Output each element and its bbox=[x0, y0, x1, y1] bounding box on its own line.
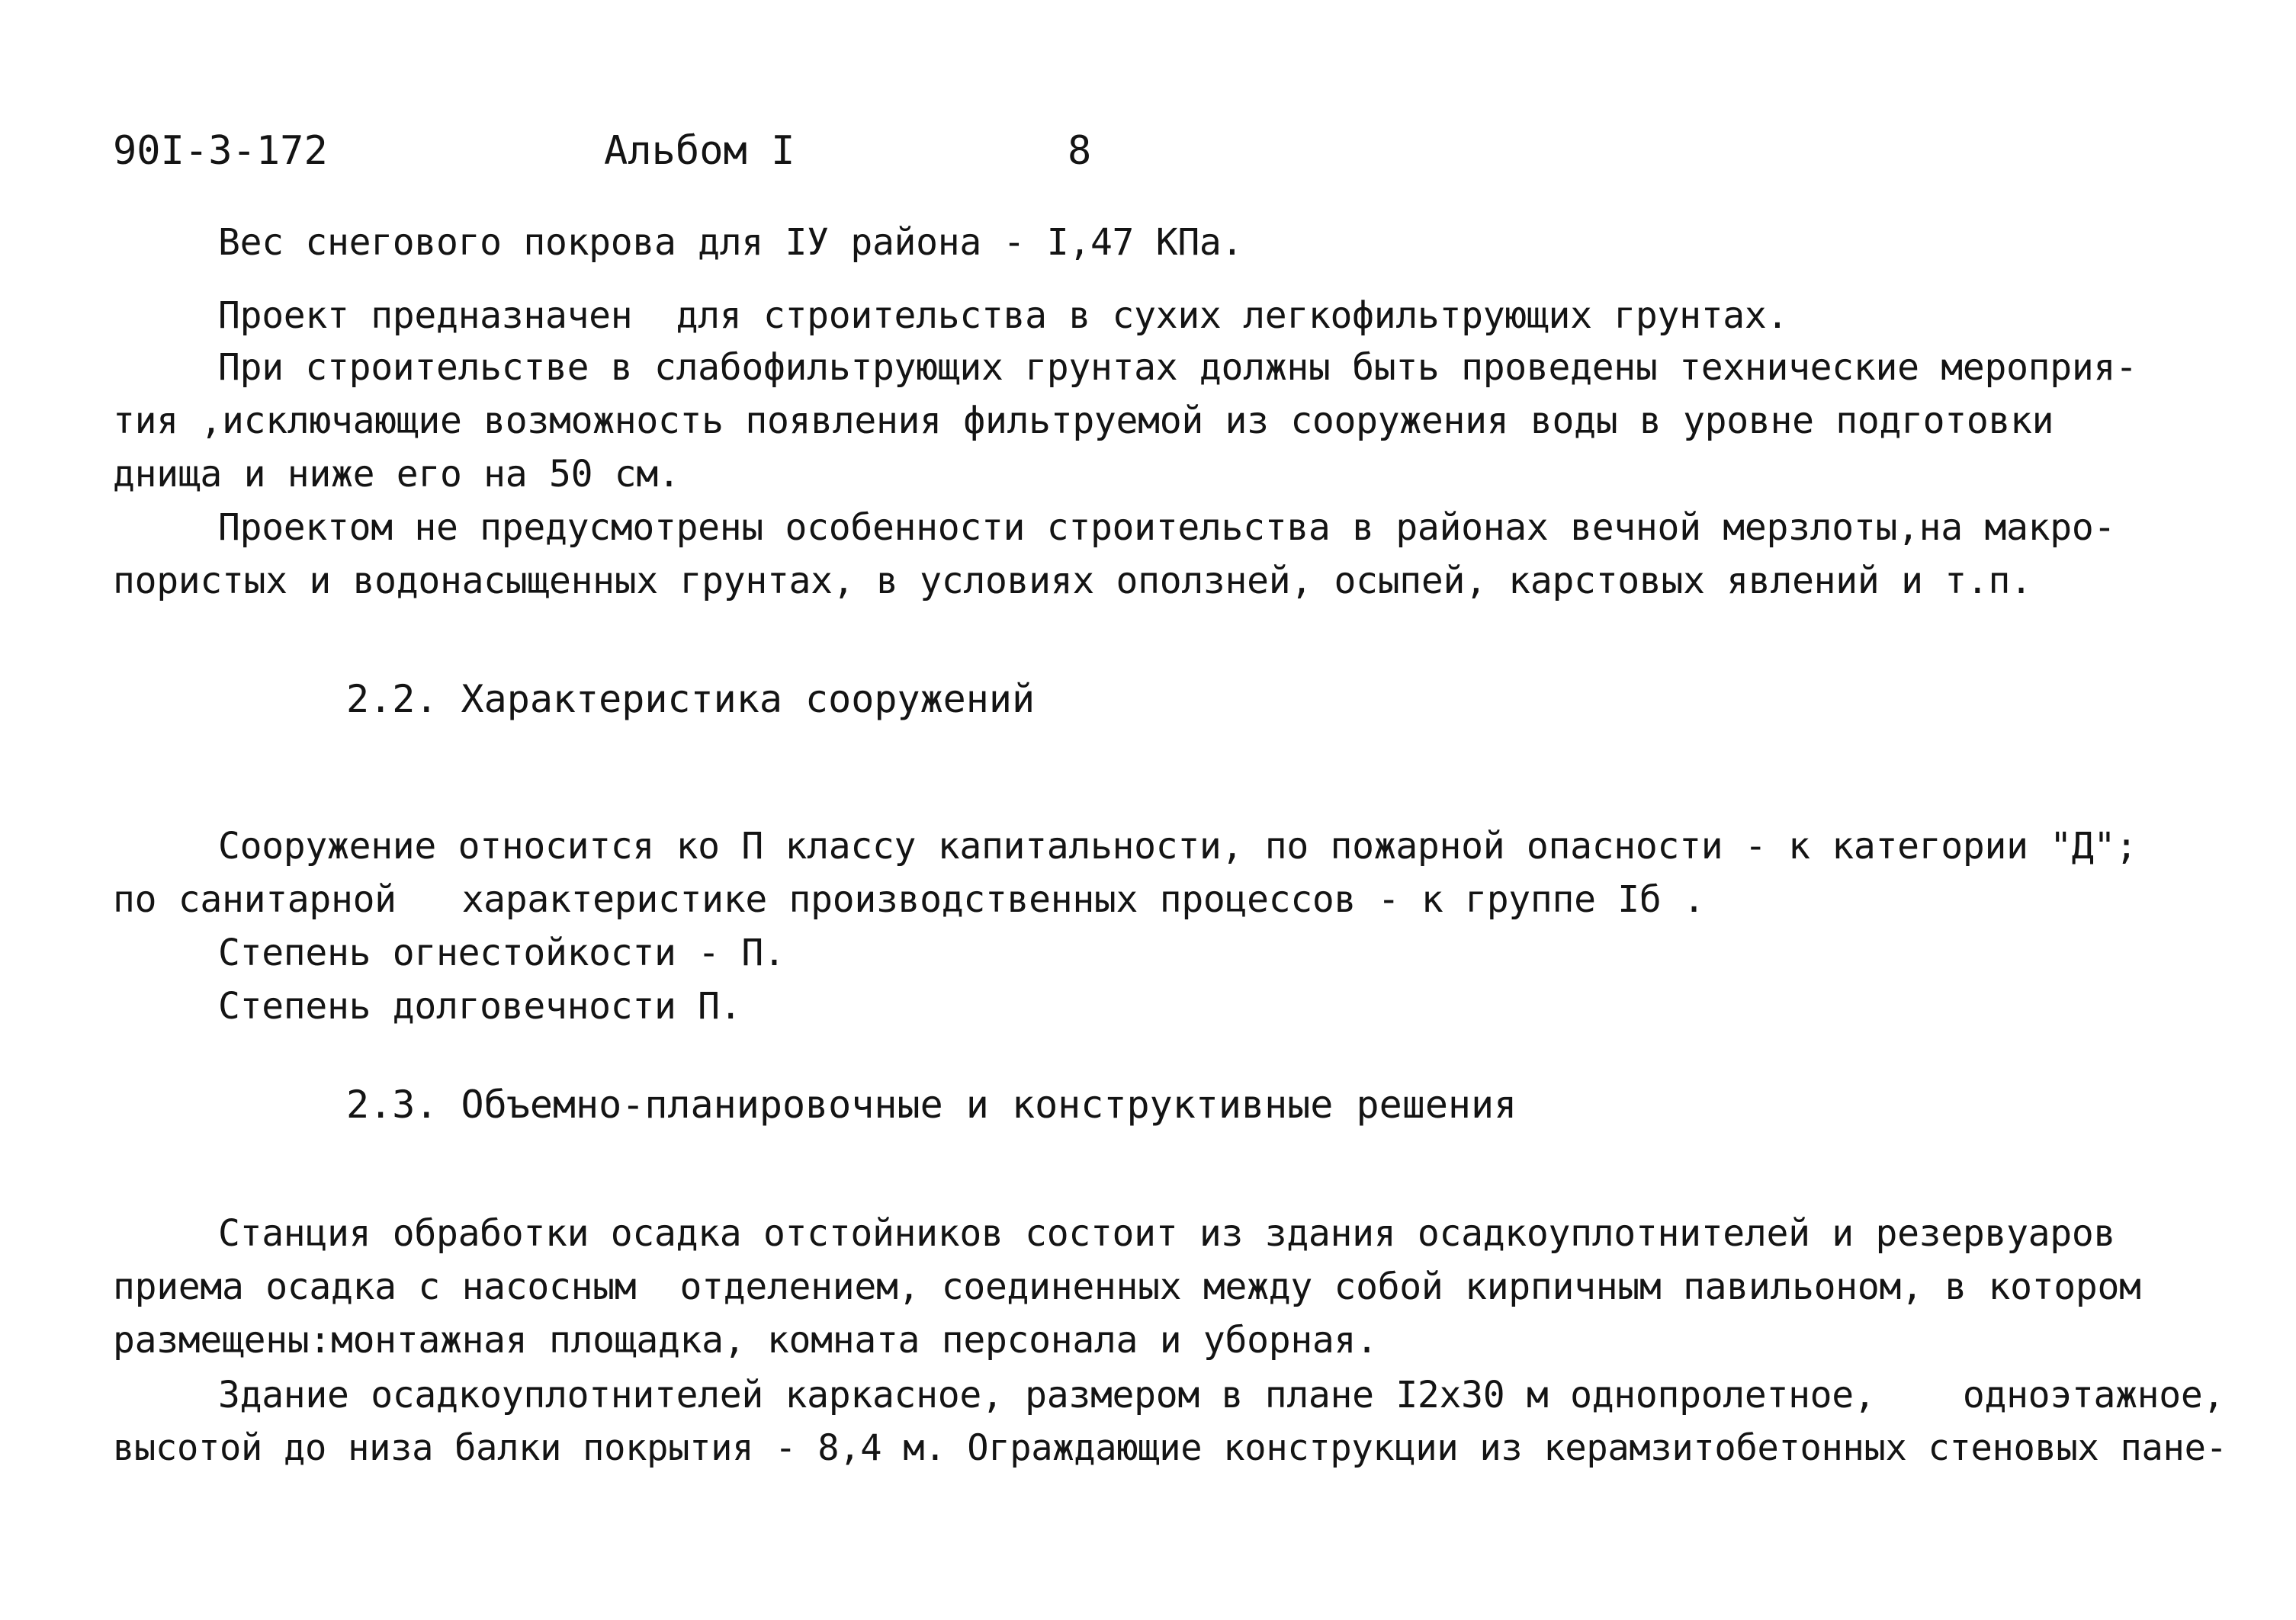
text-line: Проект предназначен для строительства в сухих легкофильтрующих грунтах. bbox=[218, 294, 1789, 337]
document-code: 90I-3-172 bbox=[113, 128, 328, 174]
text-line: высотой до низа балки покрытия - 8,4 м. Ограждающие конструкции из керамзитобетонных стеновых пане- bbox=[113, 1427, 2227, 1469]
text-line: пористых и водонасыщенных грунтах, в условиях оползней, осыпей, карстовых явлений и т.п. bbox=[113, 560, 2032, 602]
text-line: по санитарной характеристике производственных процессов - к группе Iб . bbox=[113, 878, 1705, 921]
text-line: Сооружение относится ко П классу капитальности, по пожарной опасности - к категории "Д"; bbox=[218, 825, 2137, 868]
text-line: Степень огнестойкости - П. bbox=[218, 932, 785, 974]
text-line: Вес снегового покрова для IУ района - I,47 КПа. bbox=[218, 221, 1244, 264]
section-heading-2-2: 2.2. Характеристика сооружений bbox=[346, 677, 1036, 721]
text-line: При строительстве в слабофильтрующих грунтах должны быть проведены технические мероприя- bbox=[218, 346, 2137, 389]
page-number: 8 bbox=[1068, 128, 1092, 174]
text-line: размещены:монтажная площадка, комната персонала и уборная. bbox=[113, 1319, 1378, 1362]
text-line: Здание осадкоуплотнителей каркасное, размером в плане I2х30 м однопролетное, одноэтажное, bbox=[218, 1374, 2225, 1416]
text-line: приема осадка с насосным отделением, соединенных между собой кирпичным павильоном, в котором bbox=[113, 1266, 2141, 1308]
text-line: тия ,исключающие возможность появления фильтруемой из сооружения воды в уровне подготовки bbox=[113, 399, 2054, 442]
album-label: Альбом I bbox=[604, 128, 795, 174]
text-line: Степень долговечности П. bbox=[218, 985, 742, 1028]
text-line: днища и ниже его на 50 см. bbox=[113, 453, 680, 496]
section-heading-2-3: 2.3. Объемно-планировочные и конструктивные решения bbox=[346, 1083, 1517, 1127]
text-line: Проектом не предусмотрены особенности строительства в районах вечной мерзлоты,на макро- bbox=[218, 506, 2116, 549]
text-line: Станция обработки осадка отстойников состоит из здания осадкоуплотнителей и резервуаров bbox=[218, 1212, 2116, 1255]
